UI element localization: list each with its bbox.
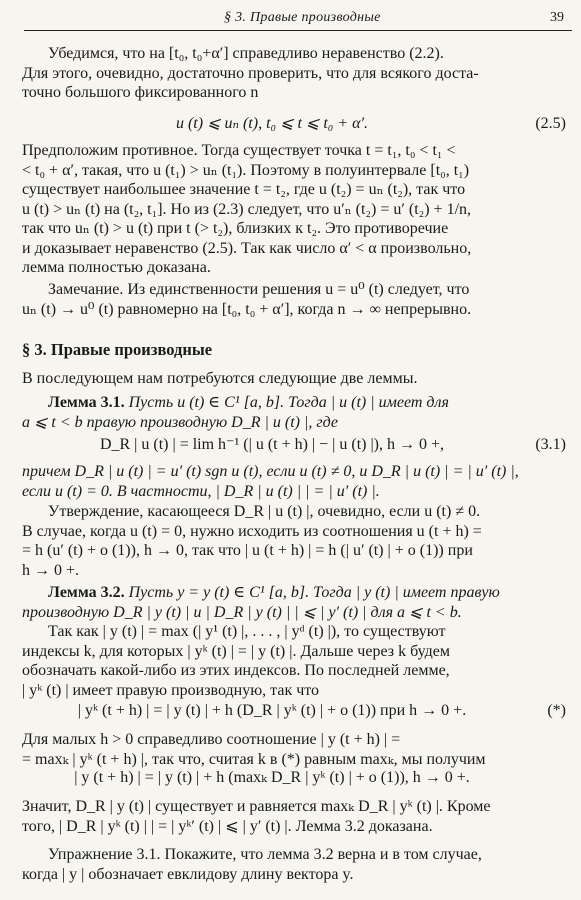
equation-body: D_R | u (t) | = lim h⁻¹ (| u (t + h) | − | u (t) |), h → 0 +, bbox=[99, 436, 445, 453]
equation-number: (*) bbox=[547, 702, 566, 719]
text-line: В случае, когда u (t) = 0, нужно исходить из соотношения u (t + h) = bbox=[22, 522, 482, 540]
equation-2-5 bbox=[22, 113, 570, 135]
text-line: В последующем нам потребуются следующие две леммы. bbox=[22, 370, 418, 387]
text-line: обозначать какой-либо из этих индексов. По последней лемме, bbox=[22, 662, 450, 679]
paragraph-contradiction bbox=[22, 141, 566, 278]
equation-number: (2.5) bbox=[535, 115, 566, 132]
lemma-text: Пусть u (t) ∈ C¹ [a, b]. Тогда | u (t) | имеет для bbox=[128, 394, 449, 411]
lemma-text: производную D_R | y (t) | и | D_R | y (t) | | ⩽ | y′ (t) | для a ⩽ t < b. bbox=[22, 603, 462, 621]
text-line: если u (t) = 0. В частности, | D_R | u (t) | | = | u′ (t) |. bbox=[22, 482, 380, 500]
text-line: точно большого фиксированного n bbox=[22, 84, 259, 101]
proof-lemma-3-2-cont bbox=[22, 730, 566, 769]
page-number: 39 bbox=[550, 10, 564, 25]
proof-lemma-3-1 bbox=[22, 502, 566, 580]
remark bbox=[22, 280, 566, 319]
text-line: Упражнение 3.1. Покажите, что лемма 3.2 верна и в том случае, bbox=[48, 846, 482, 863]
lemma-3-1-continued bbox=[22, 462, 566, 501]
lemma-3-2 bbox=[22, 583, 566, 622]
lemma-text: Пусть y = y (t) ∈ C¹ [a, b]. Тогда | y (t) | имеет правую bbox=[128, 584, 500, 601]
text-line: | yᵏ (t) | имеет правую производную, так что bbox=[22, 681, 320, 699]
text-line: и доказывает неравенство (2.5). Так как число α′ < α произвольно, bbox=[22, 239, 472, 257]
paragraph-intro-proof bbox=[22, 44, 566, 103]
text-line: индексы k, для которых | yᵏ (t) | = | y (t) |. Дальше через k будем bbox=[22, 642, 450, 660]
text-line: того, | D_R | yᵏ (t) | | = | yᵏ′ (t) | ⩽ | y′ (t) |. Лемма 3.2 доказана. bbox=[22, 817, 433, 835]
text-line: Замечание. Из единственности решения u = u⁰ (t) следует, что bbox=[48, 281, 470, 298]
lemma-3-1 bbox=[22, 393, 566, 432]
text-line: причем D_R | u (t) | = u′ (t) sgn u (t), если u (t) ≠ 0, и D_R | u (t) | = | u′ (t) |, bbox=[22, 463, 519, 480]
exercise-3-1 bbox=[22, 845, 566, 884]
running-header bbox=[24, 8, 572, 31]
equation-3-1 bbox=[22, 434, 570, 456]
text-line: так что uₙ (t) > u (t) при t (> t₂), близких к t₂. Это противоречие bbox=[22, 220, 449, 237]
equation-body: | yᵏ (t + h) | = | y (t) | + h (D_R | yᵏ (t) | + o (1)) при h → 0 +. bbox=[77, 702, 467, 719]
lemma-label: Лемма 3.2. bbox=[48, 584, 125, 601]
proof-lemma-3-2-end bbox=[22, 797, 566, 836]
text-line: Убедимся, что на [t₀, t₀+α′] справедливо неравенство (2.2). bbox=[48, 45, 444, 62]
text-line: когда | y | обозначает евклидову длину вектора y. bbox=[22, 865, 354, 883]
text-line: Для малых h > 0 справедливо соотношение | y (t + h) | = bbox=[22, 731, 401, 748]
lemma-text: a ⩽ t < b правую производную D_R | u (t) |, где bbox=[22, 413, 339, 431]
text-line: Утверждение, касающееся D_R | u (t) |, очевидно, если u (t) ≠ 0. bbox=[48, 503, 481, 520]
text-line: Предположим противное. Тогда существует точка t = t₁, t₀ < t₁ < bbox=[22, 142, 456, 159]
text-line: h → 0 +. bbox=[22, 561, 80, 579]
proof-lemma-3-2 bbox=[22, 622, 566, 700]
equation-number: (3.1) bbox=[535, 436, 566, 453]
equation-star bbox=[22, 700, 570, 722]
equation-body: | y (t + h) | = | y (t) | + h (maxₖ D_R | yᵏ (t) | + o (1)), h → 0 +. bbox=[74, 769, 470, 786]
text-line: существует наибольшее значение t = t₂, где u (t₂) = uₙ (t₂), так что bbox=[22, 181, 466, 198]
section-heading: § 3. Правые производные bbox=[22, 340, 213, 359]
text-line: лемма полностью доказана. bbox=[22, 259, 211, 276]
text-line: = h (u′ (t) + o (1)), h → 0, так что | u (t + h) | = h (| u′ (t) | + o (1)) при bbox=[22, 542, 473, 559]
equation-body: u (t) ⩽ uₙ (t), t₀ ⩽ t ⩽ t₀ + α′. bbox=[175, 115, 369, 132]
text-line: < t₀ + α′, такая, что u (t₁) > uₙ (t₁). Поэтому в полуинтервале [t₀, t₁) bbox=[22, 161, 470, 179]
text-line: = maxₖ | yᵏ (t + h) |, так что, считая k в (*) равным maxₖ, мы получим bbox=[22, 750, 486, 768]
equation-max bbox=[22, 767, 570, 789]
running-title: § 3. Правые производные bbox=[224, 10, 381, 25]
lemma-label: Лемма 3.1. bbox=[48, 394, 125, 411]
text-line: Значит, D_R | y (t) | существует и равняется maxₖ D_R | yᵏ (t) |. Кроме bbox=[22, 798, 491, 815]
text-line: Так как | y (t) | = max (| y¹ (t) |, . . . , | yᵈ (t) |), то существуют bbox=[48, 623, 446, 640]
text-line: uₙ (t) → u⁰ (t) равномерно на [t₀, t₀ + α′], когда n → ∞ непрерывно. bbox=[22, 300, 472, 318]
text-line: u (t) > uₙ (t) на (t₂, t₁]. Но из (2.3) следует, что u′ₙ (t₂) = u′ (t₂) + 1/n, bbox=[22, 200, 472, 218]
text-line: Для этого, очевидно, достаточно проверить, что для всякого доста- bbox=[22, 64, 479, 82]
section-intro bbox=[22, 369, 566, 389]
